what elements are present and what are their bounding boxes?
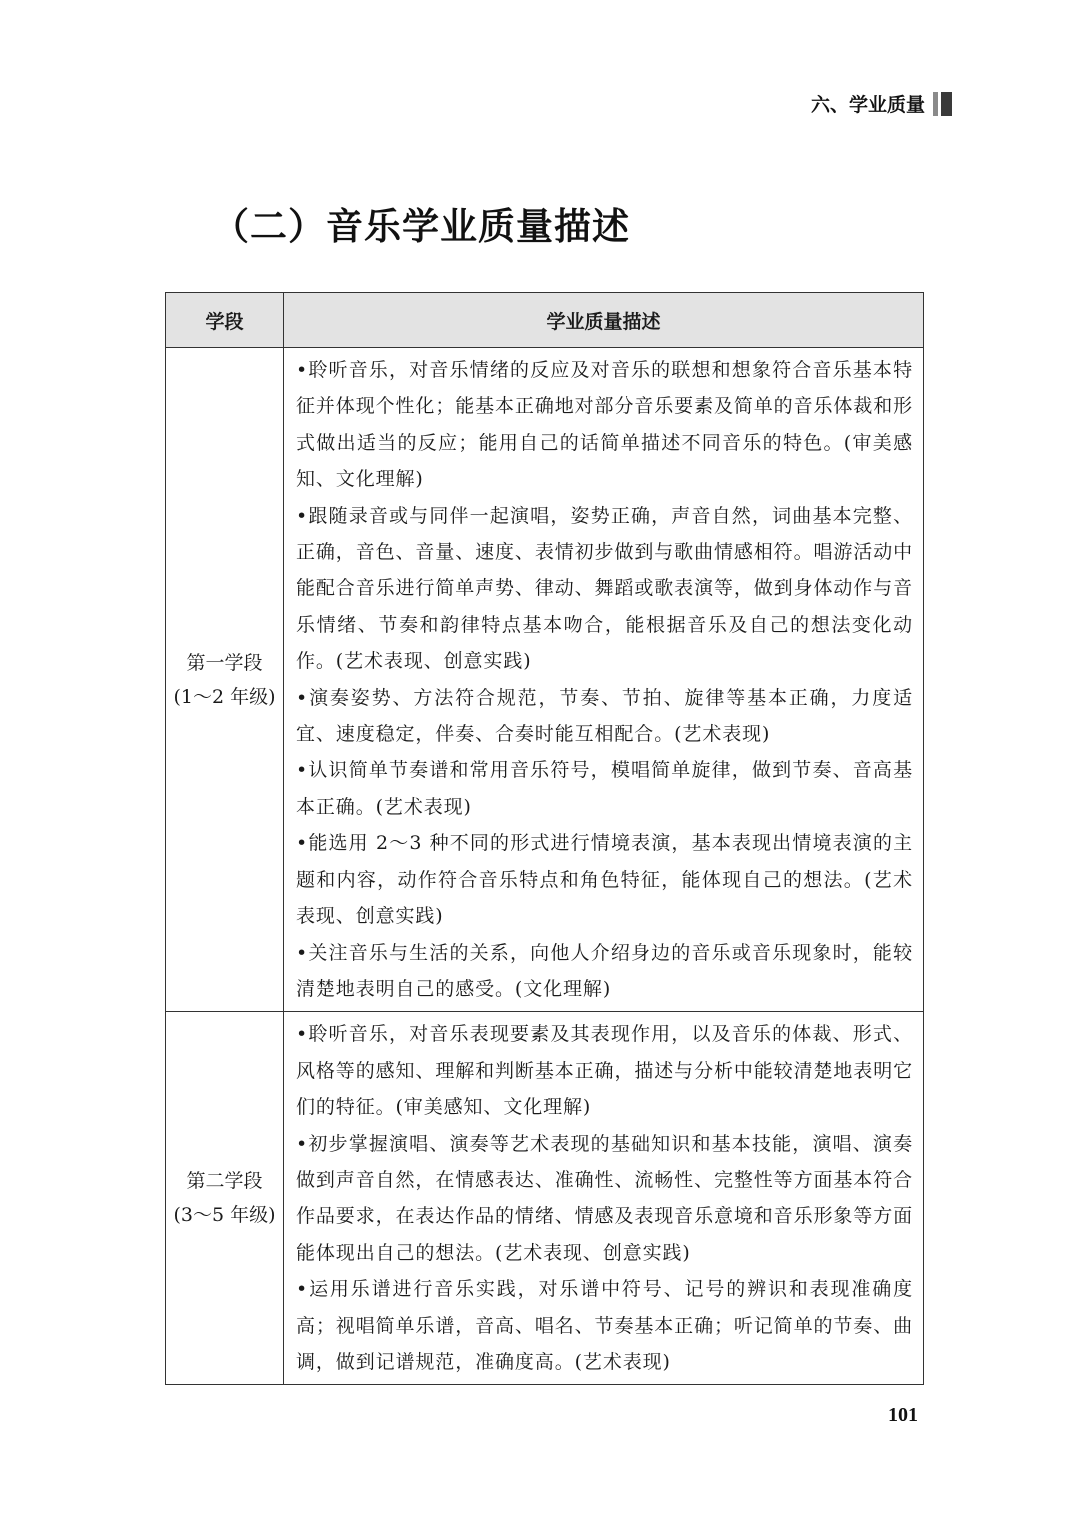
quality-table	[165, 292, 924, 1385]
running-header	[811, 90, 952, 117]
stage-cell	[166, 1012, 284, 1385]
description-item: •跟随录音或与同伴一起演唱，姿势正确，声音自然，词曲基本完整、正确，音色、音量、速度、表情初步做到与歌曲情感相符。唱游活动中能配合音乐进行简单声势、律动、舞蹈或歌表演等，做到身体动作与音乐情绪、节奏和韵律特点基本吻合，能根据音乐及自己的想法变化动作。(艺术表现、创意实践)	[296, 504, 913, 673]
section-title: （二）音乐学业质量描述	[212, 205, 630, 248]
description-item: •初步掌握演唱、演奏等艺术表现的基础知识和基本技能，演唱、演奏做到声音自然，在情感表达、准确性、流畅性、完整性等方面基本符合作品要求，在表达作品的情绪、情感及表现音乐意境和音乐形象等方面能体现出自己的想法。(艺术表现、创意实践)	[296, 1132, 913, 1264]
description-item: •认识简单节奏谱和常用音乐符号，模唱简单旋律，做到节奏、音高基本正确。(艺术表现)	[296, 759, 913, 818]
description-item: •聆听音乐，对音乐情绪的反应及对音乐的联想和想象符合音乐基本特征并体现个性化；能基本正确地对部分音乐要素及简单的音乐体裁和形式做出适当的反应；能用自己的话简单描述不同音乐的特色。(审美感知、文化理解)	[296, 359, 913, 491]
stage-name: 第二学段	[186, 1170, 263, 1193]
header-bar-thick	[941, 92, 952, 116]
header-decoration-bars	[933, 92, 952, 116]
description-item: •关注音乐与生活的关系，向他人介绍身边的音乐或音乐现象时，能较清楚地表明自己的感受。(文化理解)	[296, 941, 913, 1000]
description-item: •演奏姿势、方法符合规范，节奏、节拍、旋律等基本正确，力度适宜、速度稳定，伴奏、合奏时能互相配合。(艺术表现)	[296, 686, 913, 746]
header-stage: 学段	[166, 293, 284, 348]
description-item: •运用乐谱进行音乐实践，对乐谱中符号、记号的辨识和表现准确度高；视唱简单乐谱，音高、唱名、节奏基本正确；听记简单的节奏、曲调，做到记谱规范，准确度高。(艺术表现)	[296, 1278, 913, 1373]
page-number: 101	[888, 1404, 918, 1426]
stage-grades: (1～2 年级)	[173, 685, 276, 708]
description-item: •聆听音乐，对音乐表现要素及其表现作用，以及音乐的体裁、形式、风格等的感知、理解和判断基本正确，描述与分析中能较清楚地表明它们的特征。(审美感知、文化理解)	[296, 1023, 913, 1119]
header-bar-thin	[933, 92, 938, 116]
description-item: •能选用 2～3 种不同的形式进行情境表演，基本表现出情境表演的主题和内容，动作符合音乐特点和角色特征，能体现自己的想法。(艺术表现、创意实践)	[296, 832, 913, 928]
table-row-stage-1	[166, 348, 924, 1012]
stage-grades: (3～5 年级)	[173, 1204, 276, 1227]
stage-cell	[166, 348, 284, 1012]
description-cell	[284, 348, 924, 1012]
running-title: 六、学业质量	[810, 94, 925, 116]
table-row-stage-2	[166, 1012, 924, 1385]
description-cell	[284, 1012, 924, 1385]
stage-name: 第一学段	[186, 651, 263, 674]
table-header-row	[166, 293, 924, 348]
header-description: 学业质量描述	[284, 293, 924, 348]
